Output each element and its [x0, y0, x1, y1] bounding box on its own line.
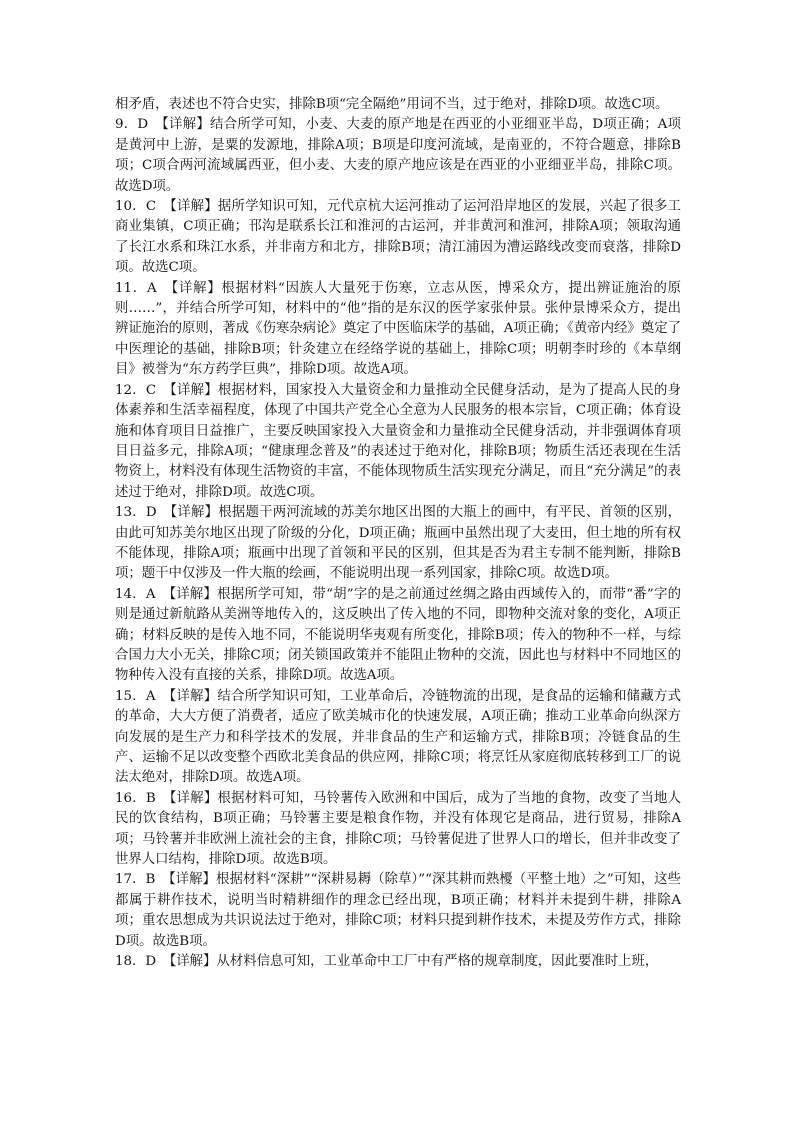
answer-15-explanation: 15．A 【详解】结合所学知识可知，工业革命后，冷链物流的出现，是食品的运输和储藏方式的革命，大大方便了消费者，适应了欧美城市化的快速发展，A项正确；推动工业革命向纵深方向发展的是生产力和科学技术的发展，并非食品的生产和运输方式，排除B项；冷链食品的生产、运输不足以改变整个西欧北美食品的供应网，排除C项；将烹饪从家庭彻底转移到工厂的说法太绝对，排除D项。故选A项。 [115, 688, 681, 786]
paragraph-continuation: 相矛盾，表述也不符合史实，排除B项“完全隔绝”用词不当，过于绝对，排除D项。故选C项。 [115, 97, 669, 112]
answer-9-explanation: 9．D 【详解】结合所学可知，小麦、大麦的原产地是在西亚的小亚细亚半岛，D项正确；A项是黄河中上游，是粟的发源地，排除A项；B项是印度河流域，是南亚的，不符合题意，排除B项；C项合两河流域属西亚，但小麦、大麦的原产地应该是在西亚的小亚细亚半岛，排除C项。故选D项。 [115, 117, 681, 194]
answer-11-explanation: 11．A 【详解】根据材料“因族人大量死于伤寒，立志从医，博采众方，提出辨证施治的原则……”，并结合所学可知，材料中的“他”指的是东汉的医学家张仲景。张仲景博采众方，提出辨证施治的原则，著成《伤寒杂病论》奠定了中医临床学的基础，A项正确；《黄帝内经》奠定了中医理论的基础，排除B项；针灸建立在经络学说的基础上，排除C项；明朝李时珍的《本草纲目》被誉为“东方药学巨典”，排除D项。故选A项。 [115, 280, 681, 378]
answer-18-explanation: 18．D 【详解】从材料信息可知，工业革命中工厂中有严格的规章制度，因此要准时上班， [115, 954, 659, 970]
answer-10-explanation: 10．C 【详解】据所学知识可知，元代京杭大运河推动了运河沿岸地区的发展，兴起了很多工商业集镇，C项正确；邗沟是联系长江和淮河的古运河，并非黄河和淮河，排除A项；领取沟通了长江水系和珠江水系，并非南方和北方，排除B项；清江浦因为漕运路线改变而衰落，排除D项。故选C项。 [115, 199, 681, 276]
answer-14-explanation: 14．A 【详解】根据所学可知，带“胡”字的是之前通过丝绸之路由西域传入的，而带“番”字的则是通过新航路从美洲等地传入的，这反映出了传入地的不同，即物种交流对象的变化，A项正确；材料反映的是传入地不同，不能说明华夷观有所变化，排除B项；传入的物种不一样，与综合国力大小无关，排除C项；闭关锁国政策并不能阻止物种的交流，因此也与材料中不同地区的物种传入没有直接的关系，排除D项。故选A项。 [115, 586, 681, 684]
answer-13-explanation: 13．D 【详解】根据题干两河流域的苏美尔地区出图的大瓶上的画中，有平民、首领的区别，由此可知苏美尔地区出现了阶级的分化，D项正确；瓶画中虽然出现了大麦田，但土地的所有权不能体现，排除A项；瓶画中出现了首领和平民的区别，但其是否为君主专制不能判断，排除B项；题干中仅涉及一件大瓶的绘画，不能说明出现一系列国家，排除C项。故选D项。 [115, 505, 681, 582]
answer-12-explanation: 12．C 【详解】根据材料，国家投入大量资金和力量推动全民健身活动，是为了提高人民的身体素养和生活幸福程度，体现了中国共产党全心全意为人民服务的根本宗旨，C项正确；体育设施和体育项目日益推广，主要反映国家投入大量资金和力量推动全民健身活动，并非强调体育项目日益多元，排除A项；“健康理念普及”的表述过于绝对化，排除B项；物质生活还表现在生活物资上，材料没有体现生活物资的丰富，不能体现物质生活实现充分满足，而且“充分满足”的表述过于绝对，排除D项。故选C项。 [115, 382, 681, 500]
answer-16-explanation: 16．B 【详解】根据材料可知，马铃薯传入欧洲和中国后，成为了当地的食物，改变了当地人民的饮食结构，B项正确；马铃薯主要是粮食作物，并没有体现它是商品，进行贸易，排除A项；马铃薯并非欧洲上流社会的主食，排除C项；马铃薯促进了世界人口的增长，但并非改变了世界人口结构，排除D项。故选B项。 [115, 790, 681, 868]
answer-explanation-document [115, 95, 681, 972]
answer-17-explanation: 17．B 【详解】根据材料“深耕”“深耕易耨（除草）”“深其耕而熟櫌（平整土地）之”可知，这些都属于耕作技术，说明当时精耕细作的理念已经出现，B项正确；材料并未提到牛耕，排除A项；重农思想成为共识说法过于绝对，排除C项；材料只提到耕作技术，未提及劳作方式，排除D项。故选B项。 [115, 872, 681, 949]
